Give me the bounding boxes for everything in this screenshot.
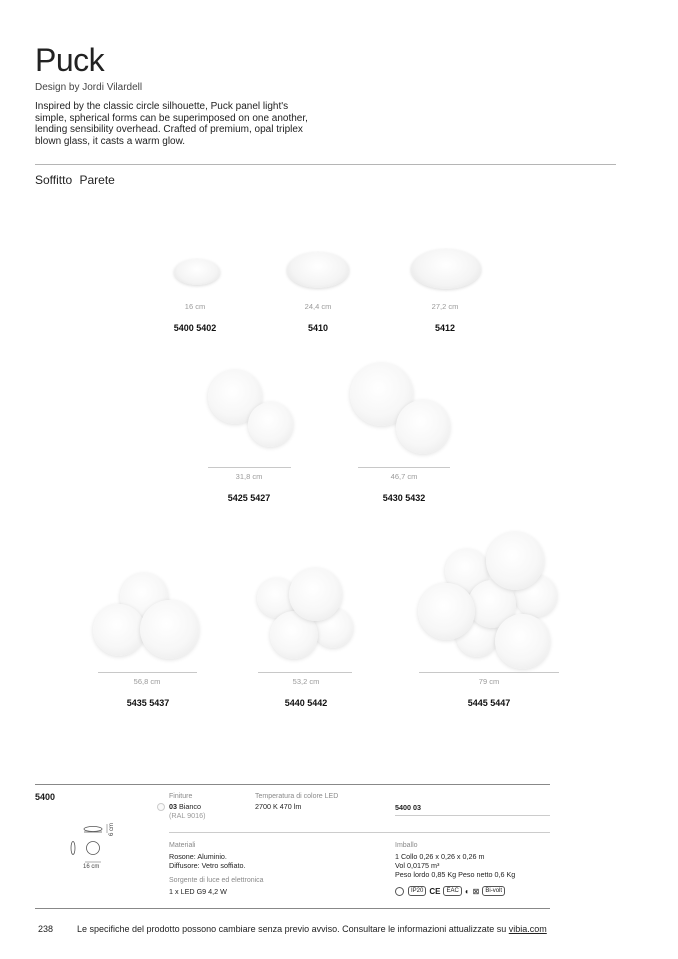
spec-model: 5400 [35, 792, 56, 802]
mount-tabs [35, 173, 119, 187]
packaging-volume: Vol 0,0175 m³ [395, 861, 440, 870]
dimension-label: 24,4 cm [304, 302, 332, 311]
dimension-line [358, 467, 450, 468]
product-code: 5430 5432 [382, 493, 426, 503]
materials-diffusore: Diffusore: Vetro soffiato. [169, 861, 246, 870]
dimension-label: 79 cm [478, 677, 500, 686]
class-icon [395, 887, 404, 896]
dimension-line [98, 672, 197, 673]
eac-badge: EAC [443, 886, 461, 896]
finish-code: 03 [169, 802, 177, 811]
light-source-value: 1 x LED G9 4,2 W [169, 887, 227, 896]
divider [169, 832, 550, 833]
designer-credit: Design by Jordi Vilardell [35, 82, 143, 93]
page-number: 238 [38, 924, 54, 934]
drawing-height-label: 6 cm [109, 822, 115, 836]
dimension-line [419, 672, 559, 673]
color-temp-label: Temperatura di colore LED [255, 793, 339, 800]
lamp-5410 [287, 252, 349, 288]
lamp-5445-f [495, 614, 550, 669]
finish-ral: (RAL 9016) [169, 811, 206, 820]
dimension-label: 27,2 cm [431, 302, 459, 311]
reference-code: 5400 03 [395, 803, 421, 812]
page-title: Puck [35, 42, 105, 78]
lamp-5435-right [140, 600, 199, 659]
finish-value [169, 802, 201, 811]
lamp-5435-left [93, 604, 145, 656]
lamp-5445-g [486, 532, 544, 590]
finish-name: Bianco [179, 802, 201, 811]
tab-parete[interactable]: Parete [79, 173, 115, 187]
lamp-5412 [411, 249, 481, 289]
packaging-weight: Peso lordo 0,85 Kg Peso netto 0,6 Kg [395, 870, 516, 879]
dimension-line [258, 672, 352, 673]
drawing-width-label: 16 cm [83, 864, 100, 870]
dimension-label: 56,8 cm [133, 677, 161, 686]
intro-text: Inspired by the classic circle silhouette, Puck panel light's simple, spherical forms can be superimposed on one another, lending sensibility overhead. Crafted of premium, opal triplex blown glass, it casts a warm glow. [35, 101, 308, 147]
dimension-label: 16 cm [184, 302, 206, 311]
ce-mark-icon: CE [429, 886, 441, 896]
certification-icons [395, 886, 508, 896]
packaging-size: 1 Collo 0,26 x 0,26 x 0,26 m [395, 852, 485, 861]
packaging-label: Imballo [395, 842, 418, 849]
dimmable-icon: ◐ [464, 886, 470, 896]
tab-soffitto[interactable]: Soffitto [35, 173, 73, 187]
color-temp-value: 2700 K 470 lm [255, 802, 302, 811]
vibia-link[interactable]: vibia.com [508, 924, 547, 934]
product-code: 5445 5447 [467, 698, 511, 708]
dimension-label: 31,8 cm [235, 472, 263, 481]
light-source-label: Sorgente di luce ed elettronica [169, 877, 264, 884]
finishes-label: Finiture [169, 793, 193, 800]
lamp-5440-d [289, 568, 342, 621]
divider [395, 815, 550, 816]
divider [35, 908, 550, 909]
recycle-bin-icon: ⊠ [472, 886, 480, 896]
product-code: 5400 5402 [173, 323, 217, 333]
product-code: 5410 [307, 323, 329, 333]
divider [35, 784, 550, 785]
bivolt-badge: Bi-volt [482, 886, 505, 896]
product-code: 5440 5442 [284, 698, 328, 708]
finish-swatch[interactable] [157, 803, 165, 811]
materials-rosone: Rosone: Aluminio. [169, 852, 227, 861]
lamp-5430-small [396, 400, 450, 454]
lamp-5425-small [248, 402, 293, 447]
lamp-5400 [174, 259, 220, 285]
materials-label: Materiali [169, 842, 196, 849]
footer-notice [77, 924, 547, 934]
dimension-line [208, 467, 291, 468]
product-code: 5435 5437 [126, 698, 170, 708]
dimension-label: 46,7 cm [390, 472, 418, 481]
ip-rating-badge: IP20 [408, 886, 426, 896]
product-code: 5412 [434, 323, 456, 333]
lamp-5445-e [418, 583, 475, 640]
product-code: 5425 5427 [227, 493, 271, 503]
dimension-label: 53,2 cm [292, 677, 320, 686]
footer-notice-text: Le specifiche del prodotto possono cambiare senza previo avviso. Consultare le informazioni attualizzate su [77, 924, 509, 934]
divider [35, 164, 616, 165]
